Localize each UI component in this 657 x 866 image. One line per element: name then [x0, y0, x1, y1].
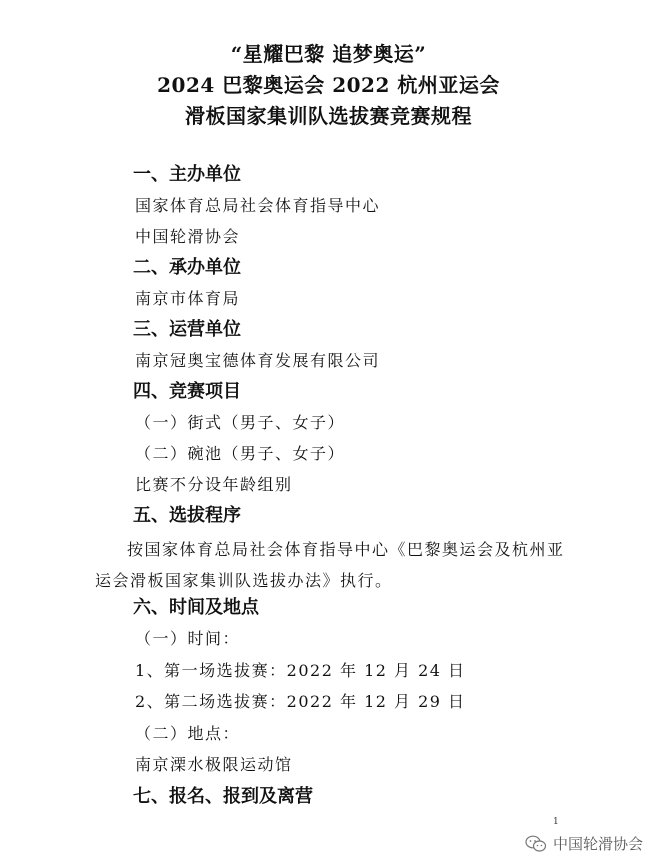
time-place-line: 1、第一场选拔赛：2022 年 12 月 24 日 [135, 661, 466, 680]
time-place-line: 2、第二场选拔赛：2022 年 12 月 29 日 [135, 692, 466, 711]
section-heading-registration: 七、报名、报到及离营 [133, 786, 313, 807]
section-heading-host: 二、承办单位 [133, 257, 241, 278]
operator-line: 南京冠奥宝德体育发展有限公司 [135, 351, 381, 370]
time-place-line: （一）时间： [135, 629, 241, 648]
page-number: 1 [553, 817, 559, 827]
organizer-line: 国家体育总局社会体育指导中心 [135, 196, 381, 215]
selection-paragraph: 按国家体育总局社会体育指导中心《巴黎奥运会及杭州亚运会滑板国家集训队选拔办法》执行。 [95, 540, 565, 590]
document-title-line-3: 滑板国家集训队选拔赛竞赛规程 [185, 104, 472, 128]
event-line: 比赛不分设年龄组别 [135, 475, 293, 494]
host-line: 南京市体育局 [135, 289, 241, 308]
organizer-line: 中国轮滑协会 [135, 227, 241, 246]
wechat-icon [525, 835, 547, 853]
event-line: （一）街式（男子、女子） [135, 413, 346, 432]
document-title-line-1: “星耀巴黎 追梦奥运” [230, 42, 427, 66]
event-line: （二）碗池（男子、女子） [135, 444, 346, 463]
watermark-label: 中国轮滑协会 [552, 835, 643, 853]
watermark [525, 833, 643, 854]
section-heading-selection: 五、选拔程序 [133, 505, 241, 526]
section-heading-events: 四、竞赛项目 [133, 381, 241, 402]
time-place-line: （二）地点： [135, 724, 241, 743]
section-heading-time-place: 六、时间及地点 [133, 597, 259, 618]
section-heading-operator: 三、运营单位 [133, 319, 241, 340]
time-place-line: 南京溧水极限运动馆 [135, 755, 293, 774]
document-title-line-2: 2024 巴黎奥运会 2022 杭州亚运会 [157, 73, 500, 97]
section-heading-organizer: 一、主办单位 [133, 164, 241, 185]
